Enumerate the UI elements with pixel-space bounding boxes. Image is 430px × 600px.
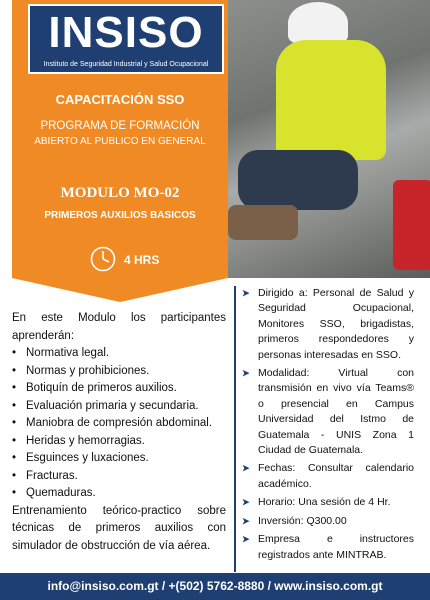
logo-text: INSISO	[48, 8, 204, 57]
topic-item: • Heridas y hemorragias.	[24, 433, 226, 451]
column-divider	[234, 286, 236, 572]
topic-item: • Esguinces y luxaciones.	[24, 450, 226, 468]
module-topic: PRIMEROS AUXILIOS BASICOS	[44, 210, 196, 221]
detail-item	[242, 532, 414, 563]
chevron-right-icon: ➤	[242, 497, 250, 508]
topic-item: • Evaluación primaria y secundaria.	[24, 398, 226, 416]
topic-item: • Normas y prohibiciones.	[24, 363, 226, 381]
worker-helmet	[288, 2, 348, 44]
first-aid-photo	[228, 0, 430, 278]
topic-item: • Normativa legal.	[24, 345, 226, 363]
contact-footer: info@insiso.com.gt / +(502) 5762-8880 / www.insiso.com.gt	[0, 573, 430, 600]
topic-item: • Maniobra de compresión abdominal.	[24, 415, 226, 433]
orange-arrow	[12, 278, 228, 302]
closing-text: Entrenamiento teórico-practico sobre técnicas de primeros auxilios con simulador de obstrucción de vía aérea.	[12, 504, 226, 552]
module-description	[12, 310, 226, 555]
program-label: PROGRAMA DE FORMACIÓN	[40, 120, 200, 132]
topic-item: • Fracturas.	[24, 468, 226, 486]
clock-icon	[90, 246, 116, 272]
detail-text: Empresa e instructores registrados ante MINTRAB.	[258, 533, 414, 561]
chevron-right-icon: ➤	[242, 368, 250, 379]
detail-text: Inversión: Q300.00	[258, 514, 347, 527]
course-title: CAPACITACIÓN SSO	[55, 92, 185, 107]
detail-text: Modalidad: Virtual con transmisión en vivo vía Teams® o presencial en Campus Universidad del Istmo de Guatemala - UNIS Zona 1 Ciudad de Guatemala.	[258, 367, 414, 457]
boot	[228, 205, 298, 240]
detail-item	[242, 495, 414, 510]
worker-vest	[276, 40, 386, 160]
topic-item: • Quemaduras.	[24, 485, 226, 503]
detail-item	[242, 461, 414, 492]
chevron-right-icon: ➤	[242, 534, 250, 545]
topic-item: • Botiquín de primeros auxilios.	[24, 380, 226, 398]
first-aid-bag	[393, 180, 430, 270]
chevron-right-icon: ➤	[242, 463, 250, 474]
detail-text: Horario: Una sesión de 4 Hr.	[258, 496, 391, 509]
topics-list	[12, 345, 226, 503]
injured-leg	[238, 150, 358, 210]
detail-text: Dirigido a: Personal de Salud y Seguridad Ocupacional, Monitores SSO, brigadistas, primeros respondedores y personas interesadas en SSO.	[258, 287, 414, 361]
chevron-right-icon: ➤	[242, 515, 250, 526]
course-details	[242, 286, 414, 566]
detail-item	[242, 514, 414, 529]
detail-item	[242, 286, 414, 363]
detail-text: Fechas: Consultar calendario académico.	[258, 462, 414, 490]
audience-label: ABIERTO AL PUBLICO EN GENERAL	[34, 136, 206, 147]
detail-item	[242, 366, 414, 458]
module-code: MODULO MO-02	[60, 185, 180, 201]
logo-subtitle: Instituto de Seguridad Industrial y Salud Ocupacional	[43, 61, 209, 68]
duration-label: 4 HRS	[124, 253, 160, 267]
chevron-right-icon: ➤	[242, 288, 250, 298]
logo	[28, 4, 224, 74]
intro-text: En este Modulo los participantes aprenderán:	[12, 312, 226, 342]
